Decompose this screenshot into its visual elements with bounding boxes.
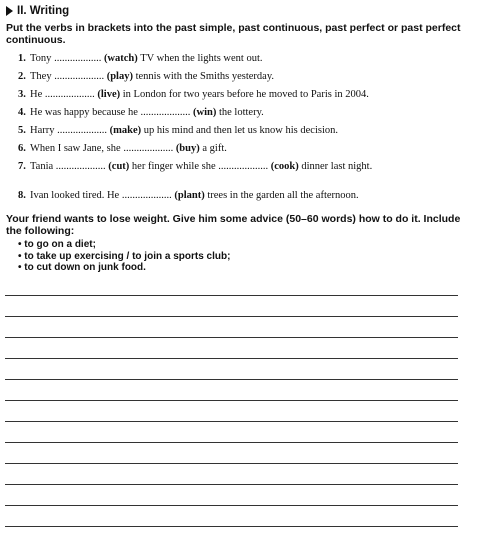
answer-blank[interactable]: ................... <box>123 143 174 154</box>
item-text: They <box>30 71 55 82</box>
item-text: Harry <box>30 125 58 136</box>
item-number: 4. <box>18 107 26 118</box>
item-text: Tania <box>30 161 56 172</box>
item-text: her finger while she <box>129 161 219 172</box>
item-text: the lottery. <box>216 107 264 118</box>
item-text: dinner last night. <box>298 161 373 172</box>
exercise-item <box>18 189 466 202</box>
tip-item: • to take up exercising / to join a sports club; <box>18 251 230 263</box>
writing-line[interactable] <box>5 526 458 527</box>
item-number: 7. <box>18 161 26 172</box>
writing-line[interactable] <box>5 484 458 485</box>
item-number: 2. <box>18 71 26 82</box>
verb-prompt: (buy) <box>175 143 200 154</box>
exercise-item <box>18 52 466 65</box>
writing-line[interactable] <box>5 316 458 317</box>
verb-prompt: (cook) <box>270 161 299 172</box>
item-text: Ivan looked tired. He <box>30 190 122 201</box>
exercise-item <box>18 88 466 101</box>
exercise-item <box>18 106 466 119</box>
verb-prompt: (play) <box>106 71 133 82</box>
answer-blank[interactable]: ................... <box>121 190 172 201</box>
item-text: up his mind and then let us know his decision. <box>141 125 338 136</box>
answer-blank[interactable]: .................. <box>54 53 102 64</box>
exercise-item <box>18 124 466 137</box>
item-text: When I saw Jane, she <box>30 143 124 154</box>
answer-blank[interactable]: ................... <box>218 161 269 172</box>
writing-line[interactable] <box>5 379 458 380</box>
answer-blank[interactable]: ................... <box>55 161 106 172</box>
writing-line[interactable] <box>5 442 458 443</box>
item-number: 5. <box>18 125 26 136</box>
writing-line[interactable] <box>5 400 458 401</box>
verb-prompt: (live) <box>97 89 121 100</box>
item-text: tennis with the Smiths yesterday. <box>132 71 275 82</box>
verb-prompt: (win) <box>193 107 217 118</box>
writing-line[interactable] <box>5 337 458 338</box>
section-heading <box>6 5 69 17</box>
verb-prompt: (cut) <box>108 161 130 172</box>
exercise-item <box>18 70 466 83</box>
answer-blank[interactable]: ................... <box>44 89 95 100</box>
item-text: TV when the lights went out. <box>137 53 263 64</box>
answer-blank[interactable]: ................... <box>54 71 105 82</box>
verb-prompt: (make) <box>109 125 142 136</box>
answer-blank[interactable]: ................... <box>140 107 191 118</box>
item-number: 1. <box>18 53 26 64</box>
item-text: He <box>30 89 45 100</box>
writing-line[interactable] <box>5 463 458 464</box>
triangle-bullet-icon <box>6 6 13 16</box>
verb-prompt: (watch) <box>103 53 138 64</box>
item-text: trees in the garden all the afternoon. <box>204 190 359 201</box>
section-title: II. Writing <box>17 5 70 17</box>
item-text: Tony <box>30 53 55 64</box>
tip-item: • to go on a diet; <box>18 239 230 251</box>
item-text: He was happy because he <box>30 107 141 118</box>
writing-line[interactable] <box>5 358 458 359</box>
task1-instruction: Put the verbs in brackets into the past simple, past continuous, past perfect or past perfect continuous. <box>6 22 461 46</box>
writing-line[interactable] <box>5 421 458 422</box>
task2-instruction: Your friend wants to lose weight. Give him some advice (50–60 words) how to do it. Include the following: <box>6 213 461 237</box>
item-text: in London for two years before he moved to Paris in 2004. <box>120 89 369 100</box>
verb-prompt: (plant) <box>174 190 205 201</box>
exercise-item <box>18 160 466 173</box>
item-number: 8. <box>18 190 26 201</box>
tip-item: • to cut down on junk food. <box>18 262 230 274</box>
answer-blank[interactable]: ................... <box>57 125 107 136</box>
item-number: 3. <box>18 89 26 100</box>
exercise-item <box>18 142 466 155</box>
item-text: a gift. <box>199 143 227 154</box>
tips-list <box>18 239 230 274</box>
item-number: 6. <box>18 143 26 154</box>
writing-line[interactable] <box>5 505 458 506</box>
writing-line[interactable] <box>5 295 458 296</box>
